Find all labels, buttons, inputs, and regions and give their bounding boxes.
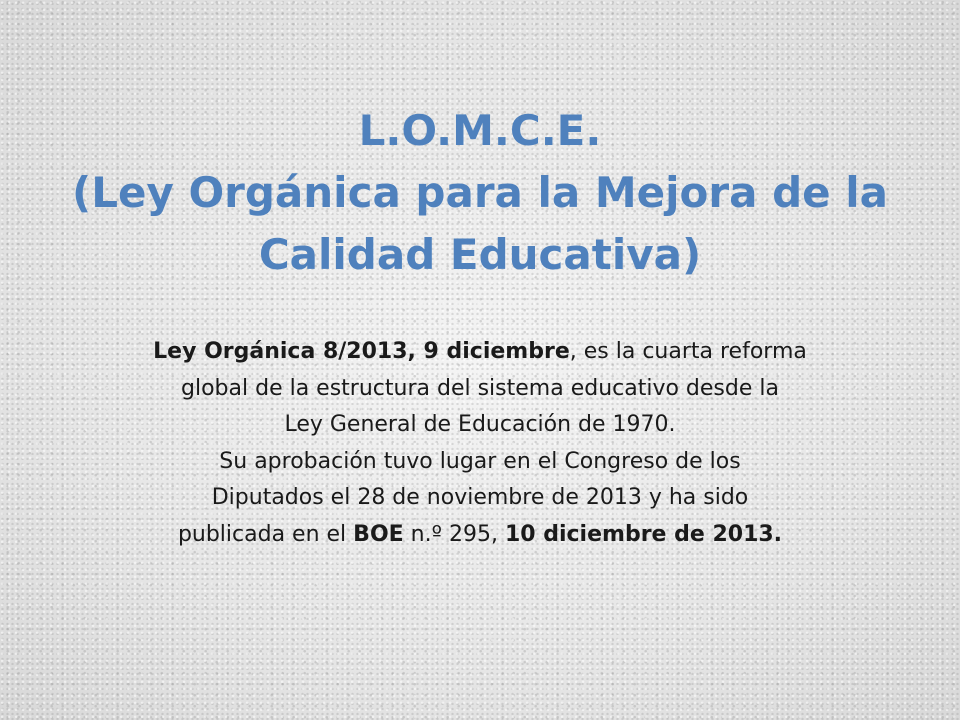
- boe-label: BOE: [353, 521, 404, 547]
- body-line-4: Su aprobación tuvo lugar en el Congreso de los: [219, 448, 741, 474]
- title-fullname-line2: Calidad Educativa): [258, 230, 702, 279]
- body-line-6-text: publicada en el: [177, 521, 354, 547]
- title-acronym: L.O.M.C.E.: [358, 106, 602, 155]
- law-reference: Ley Orgánica 8/2013, 9 diciembre: [153, 339, 570, 364]
- body-line-1: [55, 334, 905, 371]
- slide-body: [55, 334, 905, 553]
- body-line-3: Ley General de Educación de 1970.: [284, 412, 676, 437]
- body-line-5: Diputados el 28 de noviembre de 2013 y ha sido: [211, 485, 749, 510]
- title-fullname-line1: (Ley Orgánica para la Mejora de la: [72, 168, 888, 217]
- body-line-1-text: , es la cuarta reforma: [569, 339, 807, 364]
- slide-title: [40, 100, 920, 286]
- publication-date: 10 diciembre de 2013.: [504, 521, 783, 547]
- body-line-6: [55, 517, 905, 554]
- boe-number: n.º 295,: [403, 521, 505, 547]
- body-line-2: global de la estructura del sistema educativo desde la: [181, 375, 779, 401]
